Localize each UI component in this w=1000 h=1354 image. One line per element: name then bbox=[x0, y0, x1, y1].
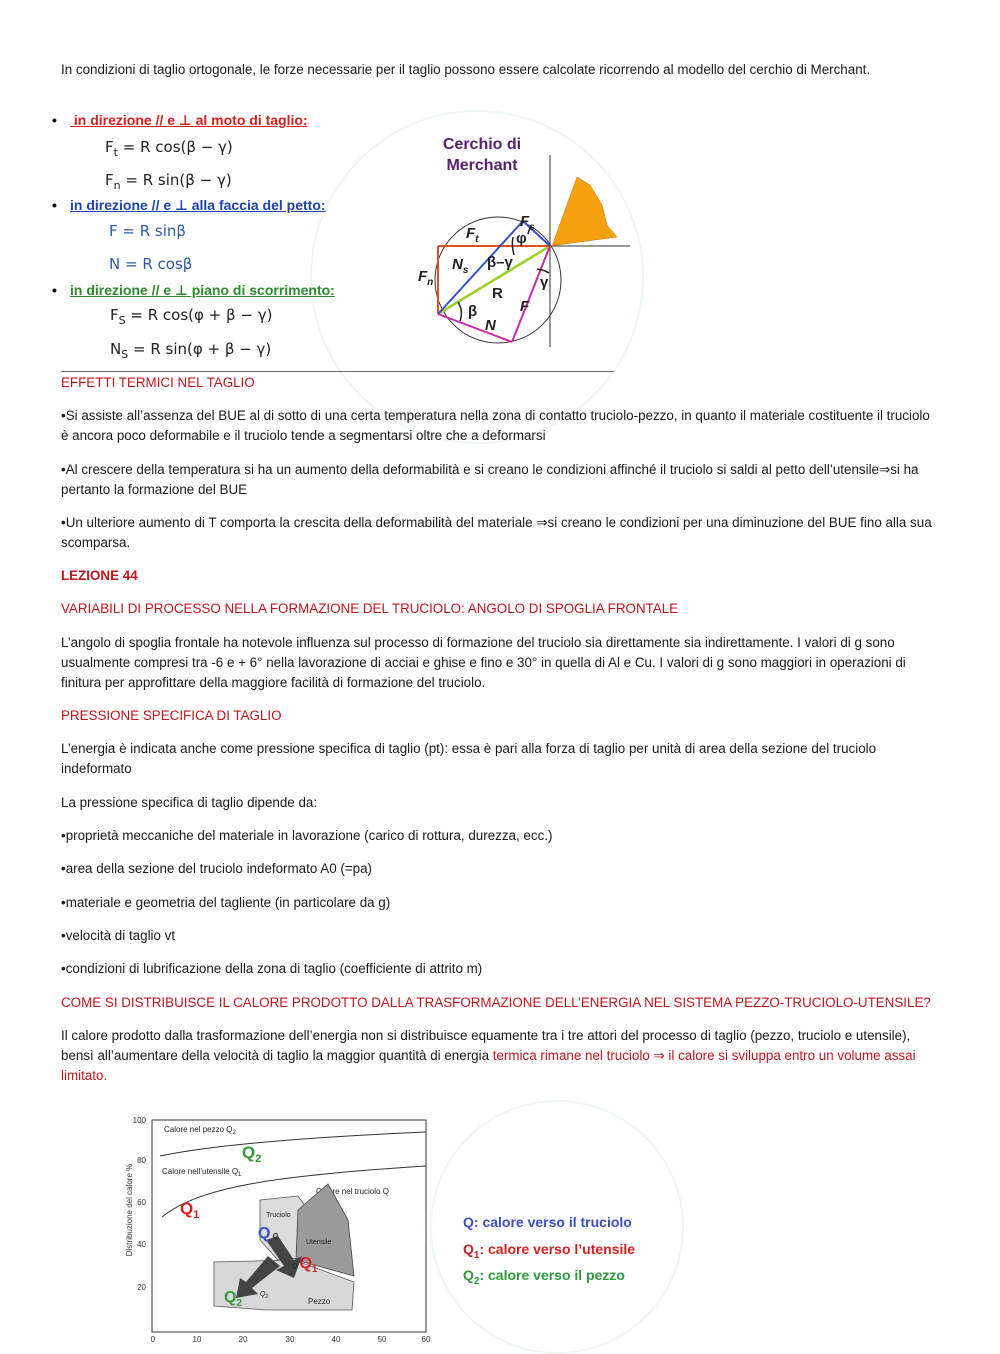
x-tick: 0 bbox=[150, 1335, 156, 1343]
region-pezzo-label: Pezzo bbox=[308, 1297, 331, 1306]
merchant-title-line1: Cerchio di bbox=[442, 136, 522, 153]
formula-n: N = R cosβ bbox=[109, 255, 193, 273]
formula-f: F = R sinβ bbox=[109, 222, 186, 240]
label-gamma: γ bbox=[540, 274, 549, 291]
x-tick: 30 bbox=[285, 1335, 295, 1343]
curve-truciolo-label: Calore nel truciolo Q bbox=[316, 1187, 389, 1196]
thermal-paragraph-3: •Un ulteriore aumento di T comporta la crescita della deformabilità del materiale ⇒si creano le condizioni per una diminuzione del BUE fino alla sua scomparsa. bbox=[61, 515, 932, 550]
bullet-shear-plane: • in direzione // e ⊥ piano di scorrimento: bbox=[52, 282, 335, 298]
merchant-circle-diagram bbox=[410, 125, 635, 355]
thermal-paragraph-2: •Al crescere della temperatura si ha un aumento della deformabilità e si creano le condizioni affinché il truciolo si saldi al petto dell’utensile⇒si ha pertanto la formazione del BUE bbox=[61, 462, 919, 497]
legend-q2-pezzo: $Q_2$: calore verso il pezzo bbox=[463, 1267, 625, 1287]
pressure-item: •proprietà meccaniche del materiale in lavorazione (carico di rottura, durezza, ecc.) bbox=[61, 828, 553, 843]
label-fn: $F_n$ bbox=[418, 268, 434, 288]
y-tick: 100 bbox=[132, 1116, 146, 1125]
label-beta-gamma: β–γ bbox=[487, 254, 513, 271]
inner-q-label: Q Q bbox=[258, 1225, 278, 1242]
label-f: F bbox=[520, 298, 530, 315]
bullet-rake-face-label: in direzione // e ⊥ alla faccia del petto: bbox=[70, 197, 326, 213]
region-truciolo-label: Truciolo bbox=[266, 1212, 291, 1219]
formula-fs: $F_S = R$ cos(φ + β − γ) bbox=[110, 306, 273, 327]
y-tick: 60 bbox=[137, 1198, 146, 1207]
pressure-item: •materiale e geometria del tagliente (in particolare da g) bbox=[61, 895, 391, 910]
y-tick: 40 bbox=[137, 1240, 146, 1249]
heat-paragraph-highlight: termica rimane nel truciolo ⇒ il calore si sviluppa entro un volume assai limitato. bbox=[61, 1048, 916, 1083]
rake-angle-paragraph: L’angolo di spoglia frontale ha notevole influenza sul processo di formazione del truciolo sia direttamente sia indirettamente. I valori di g sono usualmente compresi tra -6 e + 6° nella lavorazione di acciai e ghise e fino e 30° in quella di Al e Cu. I valori di g sono maggiori in operazioni di finitura per approfittare della maggiore facilità di formazione del truciolo. bbox=[61, 635, 906, 690]
legend-q-truciolo: Q: calore verso il truciolo bbox=[463, 1214, 632, 1230]
formula-ns: $N_S = R$ sin(φ + β − γ) bbox=[110, 340, 272, 361]
x-tick: 60 bbox=[421, 1335, 431, 1343]
curve-utensile-label: Calore nell’utensile $Q_1$ bbox=[162, 1167, 242, 1178]
y-axis-label: Distribuzione del calore % bbox=[125, 1163, 134, 1257]
label-beta: β bbox=[468, 303, 478, 320]
big-q1-label: $Q_1$ bbox=[180, 1199, 200, 1221]
curve-pezzo-label: Calore nel pezzo $Q_2$ bbox=[164, 1125, 236, 1136]
label-phi: φ bbox=[516, 230, 527, 247]
inner-q2-label: $Q_2$ bbox=[224, 1289, 243, 1309]
heat-paragraph-text: Il calore prodotto dalla trasformazione dell’energia non si distribuisce equamente tra i tre attori del processo di taglio (pezzo, truciolo e utensile), bensì all’aumentare della velocità di taglio la maggior quantità di energia bbox=[61, 1028, 911, 1063]
pressure-item: •area della sezione del truciolo indeformato A0 (=pa) bbox=[61, 861, 372, 876]
label-fs: $F_s$ bbox=[520, 213, 535, 233]
heading-rake-angle: VARIABILI DI PROCESSO NELLA FORMAZIONE DEL TRUCIOLO: ANGOLO DI SPOGLIA FRONTALE bbox=[61, 601, 679, 616]
heat-distribution-chart bbox=[118, 1110, 438, 1343]
label-r: R bbox=[492, 285, 503, 302]
pressure-paragraph-1: L’energia è indicata anche come pressione specifica di taglio (pt): essa è pari alla forza di taglio per unità di area della sezione del truciolo indeformato bbox=[61, 741, 877, 776]
pressure-item: •velocità di taglio vt bbox=[61, 928, 176, 943]
heat-paragraph bbox=[61, 1026, 941, 1086]
big-q2-label: $Q_2$ bbox=[242, 1143, 262, 1165]
inner-q2-small-label: $Q_2$ bbox=[260, 1291, 269, 1300]
merchant-title-line2: Merchant bbox=[446, 157, 518, 174]
x-tick: 50 bbox=[377, 1335, 387, 1343]
intro-paragraph: In condizioni di taglio ortogonale, le forze necessarie per il taglio possono essere calcolate ricorrendo al modello del cerchio di Merchant. bbox=[61, 62, 871, 77]
bullet-shear-plane-label: in direzione // e ⊥ piano di scorrimento: bbox=[70, 282, 335, 298]
region-utensile-label: Utensile bbox=[306, 1239, 332, 1246]
chip-shape bbox=[550, 177, 617, 246]
pressure-item: •condizioni di lubrificazione della zona di taglio (coefficiente di attrito m) bbox=[61, 961, 483, 976]
x-tick: 10 bbox=[192, 1335, 202, 1343]
label-ns: $N_s$ bbox=[452, 256, 469, 276]
y-tick: 20 bbox=[137, 1283, 146, 1292]
y-tick: 80 bbox=[137, 1156, 146, 1165]
bullet-tangential: • in direzione // e ⊥ al moto di taglio: bbox=[52, 112, 308, 128]
section-divider bbox=[61, 371, 614, 372]
label-n: N bbox=[485, 317, 496, 334]
formula-fn: $F_n = R$ sin(β − γ) bbox=[105, 171, 232, 192]
x-tick: 40 bbox=[331, 1335, 341, 1343]
heading-heat-distribution: COME SI DISTRIBUISCE IL CALORE PRODOTTO DALLA TRASFORMAZIONE DELL’ENERGIA NEL SISTEMA PEZZO-TRUCIOLO-UTENSILE? bbox=[61, 995, 931, 1010]
inner-q1-label: Q Q1 bbox=[292, 1255, 318, 1275]
pressure-paragraph-2: La pressione specifica di taglio dipende da: bbox=[61, 795, 318, 810]
bullet-rake-face: • in direzione // e ⊥ alla faccia del petto: bbox=[52, 197, 326, 213]
lesson-title: LEZIONE 44 bbox=[61, 568, 138, 583]
x-tick: 20 bbox=[238, 1335, 248, 1343]
bullet-tangential-label: in direzione // e ⊥ al moto di taglio: bbox=[70, 112, 308, 128]
heading-thermal-effects: EFFETTI TERMICI NEL TAGLIO bbox=[61, 375, 255, 390]
heading-specific-pressure: PRESSIONE SPECIFICA DI TAGLIO bbox=[61, 708, 282, 723]
formula-ft: $F_t = R$ cos(β − γ) bbox=[105, 138, 233, 159]
label-ft: $F_t$ bbox=[466, 225, 479, 245]
legend-q1-utensile: $Q_1$: calore verso l’utensile bbox=[463, 1241, 636, 1261]
thermal-paragraph-1: •Si assiste all’assenza del BUE al di sotto di una certa temperatura nella zona di contatto truciolo-pezzo, in quanto il materiale costituente il truciolo è ancora poco deformabile e il truciolo tende a segmentarsi oltre che a deformarsi bbox=[61, 408, 930, 443]
